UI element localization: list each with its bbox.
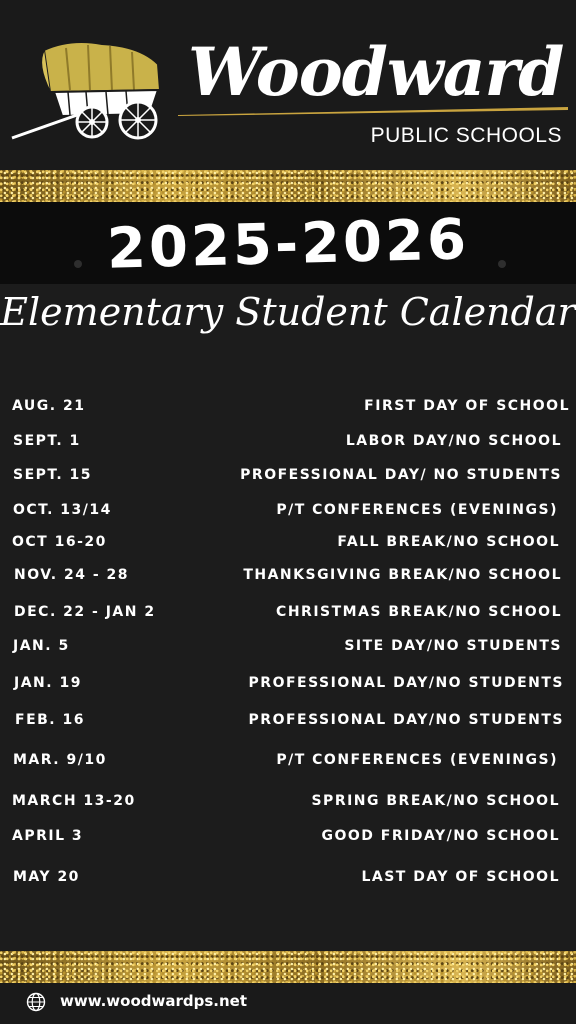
event-date: JAN. 19 bbox=[14, 675, 82, 691]
event-description: FALL BREAK/NO SCHOOL bbox=[337, 534, 560, 550]
event-date: JAN. 5 bbox=[13, 638, 70, 654]
event-description: PROFESSIONAL DAY/NO STUDENTS bbox=[248, 712, 564, 728]
brand-name: Woodward bbox=[188, 33, 564, 111]
event-date: FEB. 16 bbox=[15, 712, 85, 728]
event-description: FIRST DAY OF SCHOOL bbox=[364, 398, 570, 414]
event-date: OCT 16-20 bbox=[12, 534, 107, 550]
event-description: P/T CONFERENCES (EVENINGS) bbox=[276, 752, 558, 768]
event-date: APRIL 3 bbox=[12, 828, 84, 844]
event-row bbox=[0, 793, 576, 817]
brand-swoosh bbox=[178, 106, 568, 116]
event-date: MAR. 9/10 bbox=[13, 752, 107, 768]
event-description: P/T CONFERENCES (EVENINGS) bbox=[276, 502, 558, 518]
event-description: LAST DAY OF SCHOOL bbox=[361, 869, 560, 885]
event-description: PROFESSIONAL DAY/NO STUDENTS bbox=[248, 675, 564, 691]
event-row bbox=[0, 869, 576, 893]
event-row bbox=[0, 534, 576, 558]
website-link[interactable]: www.woodwardps.net bbox=[60, 992, 248, 1010]
event-description: LABOR DAY/NO SCHOOL bbox=[345, 433, 562, 449]
event-row bbox=[0, 467, 576, 491]
event-description: CHRISTMAS BREAK/NO SCHOOL bbox=[276, 604, 562, 620]
event-date: SEPT. 15 bbox=[13, 467, 93, 483]
event-row bbox=[0, 398, 576, 422]
event-date: OCT. 13/14 bbox=[13, 502, 112, 518]
event-row bbox=[0, 604, 576, 628]
event-date: SEPT. 1 bbox=[13, 433, 81, 449]
gold-glitter-band-top bbox=[0, 170, 576, 202]
brand-logo bbox=[188, 32, 568, 147]
event-description: THANKSGIVING BREAK/NO SCHOOL bbox=[243, 567, 562, 583]
event-row bbox=[0, 567, 576, 591]
event-description: SITE DAY/NO STUDENTS bbox=[344, 638, 562, 654]
gold-glitter-band-bottom bbox=[0, 951, 576, 983]
school-year-title: 2025-2026 bbox=[106, 207, 470, 282]
header bbox=[0, 0, 576, 170]
event-row bbox=[0, 752, 576, 776]
event-row bbox=[0, 675, 576, 699]
event-row bbox=[0, 712, 576, 736]
globe-icon bbox=[26, 992, 46, 1012]
calendar-subtitle: Elementary Student Calendar bbox=[0, 290, 576, 334]
brand-subtitle: PUBLIC SCHOOLS bbox=[370, 124, 562, 147]
event-row bbox=[0, 433, 576, 457]
event-description: GOOD FRIDAY/NO SCHOOL bbox=[321, 828, 560, 844]
event-row bbox=[0, 828, 576, 852]
event-date: MARCH 13-20 bbox=[12, 793, 136, 809]
event-date: DEC. 22 - JAN 2 bbox=[14, 604, 156, 620]
event-date: AUG. 21 bbox=[12, 398, 86, 414]
covered-wagon-icon bbox=[10, 40, 180, 140]
event-date: MAY 20 bbox=[13, 869, 80, 885]
event-description: PROFESSIONAL DAY/ NO STUDENTS bbox=[240, 467, 562, 483]
footer bbox=[0, 983, 576, 1024]
event-row bbox=[0, 502, 576, 526]
event-description: SPRING BREAK/NO SCHOOL bbox=[311, 793, 560, 809]
event-date: NOV. 24 - 28 bbox=[14, 567, 129, 583]
event-row bbox=[0, 638, 576, 662]
